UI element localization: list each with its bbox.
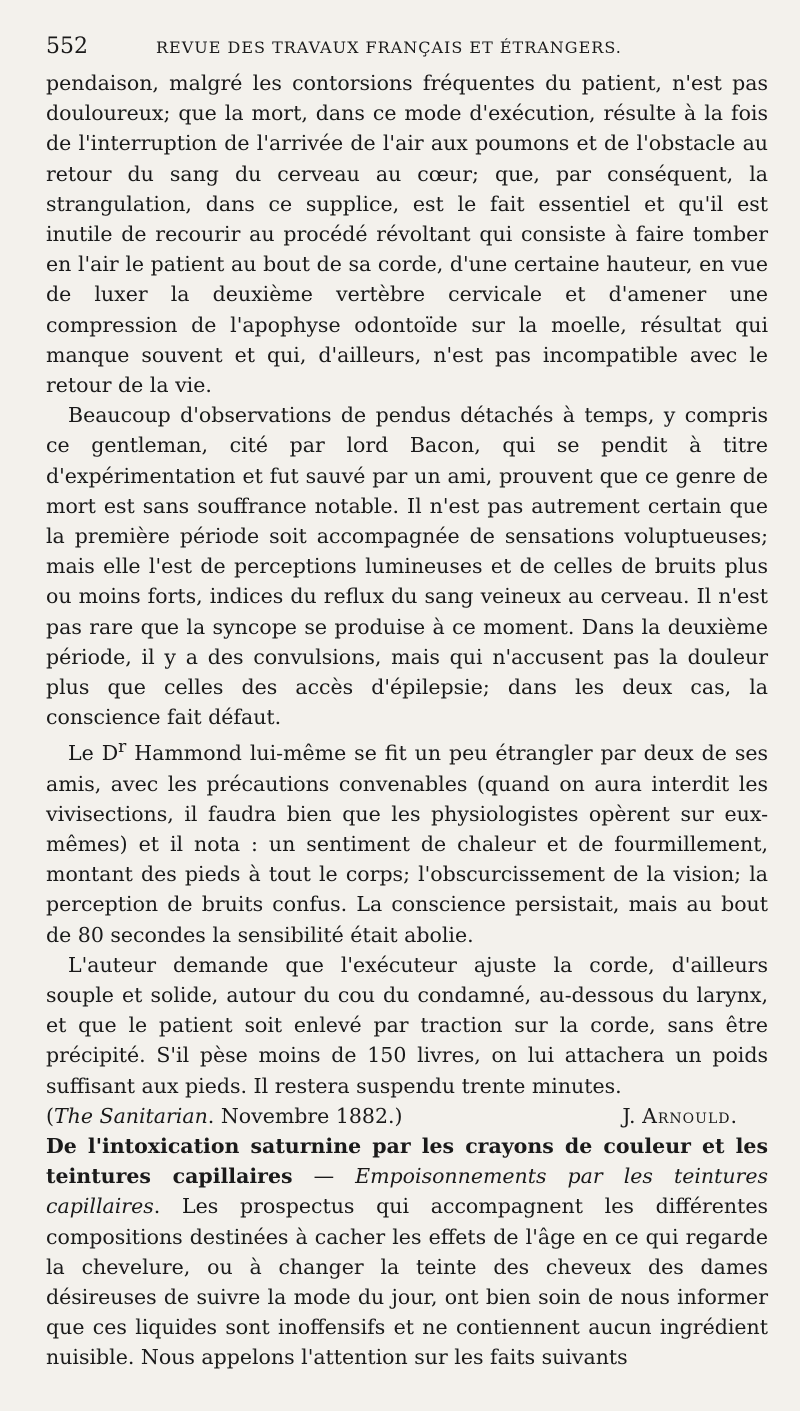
paragraph-3-rest: Hammond lui-même se fit un peu étrangler par deux de ses amis, avec les précautions convenables (quand on aura interdit les vivisections, il faudra bien que les physiologistes opèrent sur eux-mêmes) et il nota : un sentiment de chaleur et de fourmillement, montant des pieds à tout le corps; l'obscurcissement de la vision; la perception de bruits confus. La conscience persistait, mais au bout de 80 secondes la sensibilité était abolie. — [46, 741, 768, 947]
citation-author — [622, 1101, 738, 1131]
paragraph-1: pendaison, malgré les contorsions fréquentes du patient, n'est pas douloureux; que la mort, dans ce mode d'exécution, résulte à la fois de l'interruption de l'arrivée de l'air aux poumons et de l'obstacle au retour du sang du cerveau au cœur; que, par conséquent, la strangulation, dans ce supplice, est le fait essentiel et qu'il est inutile de recourir au procédé révoltant qui consiste à faire tomber en l'air le patient au bout de sa corde, d'une certaine hauteur, en vue de luxer la deuxième vertèbre cervicale et d'amener une compression de l'apophyse odontoïde sur la moelle, résultat qui manque souvent et qui, d'ailleurs, n'est pas incompatible avec le retour de la vie. — [46, 71, 768, 398]
page-number: 552 — [46, 34, 88, 59]
section-text: . Les prospectus qui accompagnent les différentes compositions destinées à cacher les effets de l'âge en ce qui regarde la chevelure, ou à changer la teinte des cheveux des dames désireuses de suivre la mode du jour, ont bien soin de nous informer que ces liquides sont inoffensifs et ne contiennent aucun ingrédient nuisible. Nous appelons l'attention sur les faits suivants — [46, 1194, 768, 1370]
citation — [46, 1101, 768, 1131]
section-subtitle: Empoisonnements par les teintures capillaires — [46, 1164, 768, 1219]
paragraph-3-sup: r — [118, 737, 127, 758]
paragraph-3 — [46, 732, 768, 949]
section-title: De l'intoxication saturnine par les crayons de couleur et les teintures capillaires — [46, 1133, 768, 1189]
citation-open: ( — [46, 1103, 54, 1128]
citation-date: . Novembre 1882.) — [207, 1103, 403, 1128]
running-title: REVUE DES TRAVAUX FRANÇAIS ET ÉTRANGERS. — [156, 38, 622, 57]
running-head — [46, 28, 768, 68]
citation-journal: The Sanitarian — [54, 1103, 208, 1128]
body-text — [46, 68, 768, 1373]
paragraph-4: L'auteur demande que l'exécuteur ajuste la corde, d'ailleurs souple et solide, autour du cou du condamné, au-dessous du larynx, et que le patient soit enlevé par traction sur la corde, sans être précipité. S'il pèse moins de 150 livres, on lui attachera un poids suffisant aux pieds. Il restera suspendu trente minutes. — [46, 952, 768, 1098]
paragraph-3-dr: Le D — [68, 741, 119, 766]
citation-source — [46, 1101, 403, 1131]
section-dash: — — [292, 1164, 356, 1189]
citation-author-initial: J. — [622, 1103, 643, 1128]
section-paragraph — [46, 1131, 768, 1373]
citation-author-name: Arnould. — [642, 1103, 738, 1128]
paragraph-2: Beaucoup d'observations de pendus détachés à temps, y compris ce gentleman, cité par lord Bacon, qui se pendit à titre d'expérimentation et fut sauvé par un ami, prouvent que ce genre de mort est sans souffrance notable. Il n'est pas autrement certain que la première période soit accompagnée de sensations voluptueuses; mais elle l'est de perceptions lumineuses et de celles de bruits plus ou moins forts, indices du reflux du sang veineux au cerveau. Il n'est pas rare que la syncope se produise à ce moment. Dans la deuxième période, il y a des convulsions, mais qui n'accusent pas la douleur plus que celles des accès d'épilepsie; dans les deux cas, la conscience fait défaut. — [46, 403, 768, 730]
